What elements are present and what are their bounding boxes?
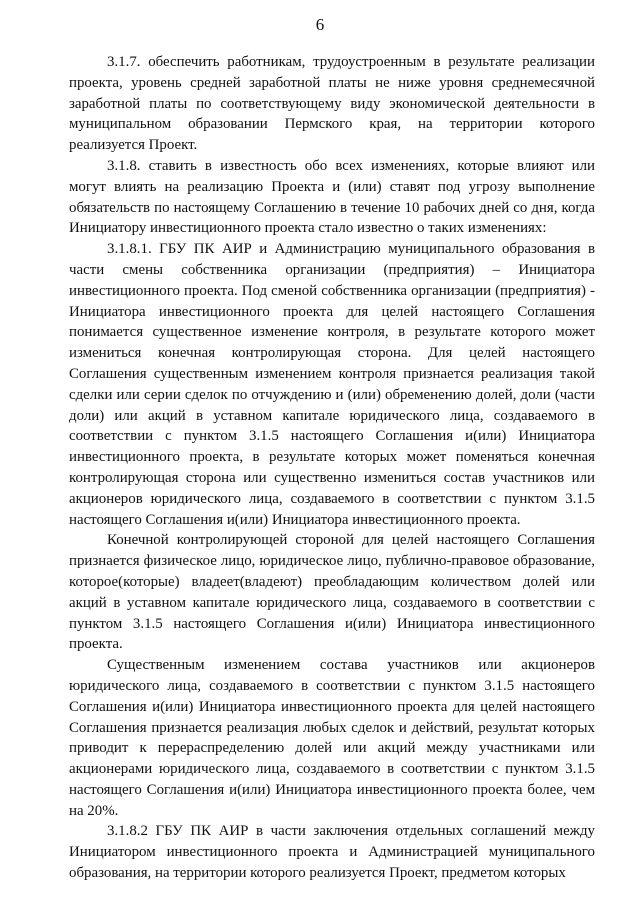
paragraph-3-1-8-2: 3.1.8.2 ГБУ ПК АИР в части заключения отдельных соглашений между Инициатором инвестиционного проекта и Администрацией муниципального образования, на территории которого реализуется Проект, предметом которых: [69, 823, 595, 882]
paragraph-3-1-7: 3.1.7. обеспечить работникам, трудоустроенным в результате реализации проекта, уровень средней заработной платы не ниже уровня среднемесячной заработной платы по соответствующему виду экономической деятельности в муниципальном образовании Пермского края, на территории которого реализуется Проект.: [69, 54, 595, 154]
document-body: [69, 52, 595, 884]
page-number: 6: [315, 15, 325, 34]
paragraph-3-1-8: 3.1.8. ставить в известность обо всех изменениях, которые влияют или могут влиять на реализацию Проекта и (или) ставят под угрозу выполнение обязательств по настоящему Соглашению в течение 10 рабочих дней со дня, когда Инициатору инвестиционного проекта стало известно о таких изменениях:: [69, 157, 595, 237]
paragraph-final-controlling-party: Конечной контролирующей стороной для целей настоящего Соглашения признается физическое лицо, юридическое лицо, публично-правовое образование, которое(которые) владеет(владеют) преобладающим количеством долей или акций в уставном капитале юридического лица, создаваемого в соответствии с пунктом 3.1.5 настоящего Соглашения и(или) Инициатора инвестиционного проекта.: [69, 532, 595, 653]
paragraph-significant-change: Существенным изменением состава участников или акционеров юридического лица, создаваемого в соответствии с пунктом 3.1.5 настоящего Соглашения и(или) Инициатора инвестиционного проекта для целей настоящего Соглашения признается реализация любых сделок и действий, результат которых приводит к перераспределению долей или акций между участниками или акционерами юридического лица, создаваемого в соответствии с пунктом 3.1.5 настоящего Соглашения и(или) Инициатора инвестиционного проекта более, чем на 20%.: [69, 657, 595, 819]
paragraph-3-1-8-1: 3.1.8.1. ГБУ ПК АИР и Администрацию муниципального образования в части смены собственника организации (предприятия) – Инициатора инвестиционного проекта. Под сменой собственника организации (предприятия) - Инициатора инвестиционного проекта для целей настоящего Соглашения понимается существенное изменение контроля, в результате которого может измениться конечная контролирующая сторона. Для целей настоящего Соглашения существенным изменением контроля признается реализация такой сделки или серии сделок по отчуждению и (или) обременению долей, доли (части доли) или акций в уставном капитале юридического лица, создаваемого в соответствии с пунктом 3.1.5 настоящего Соглашения и(или) Инициатора инвестиционного проекта, в результате которых может поменяться конечная контролирующая сторона или существенно измениться состав участников или акционеров юридического лица, создаваемого в соответствии с пунктом 3.1.5 настоящего Соглашения и(или) Инициатора инвестиционного проекта.: [69, 241, 595, 528]
